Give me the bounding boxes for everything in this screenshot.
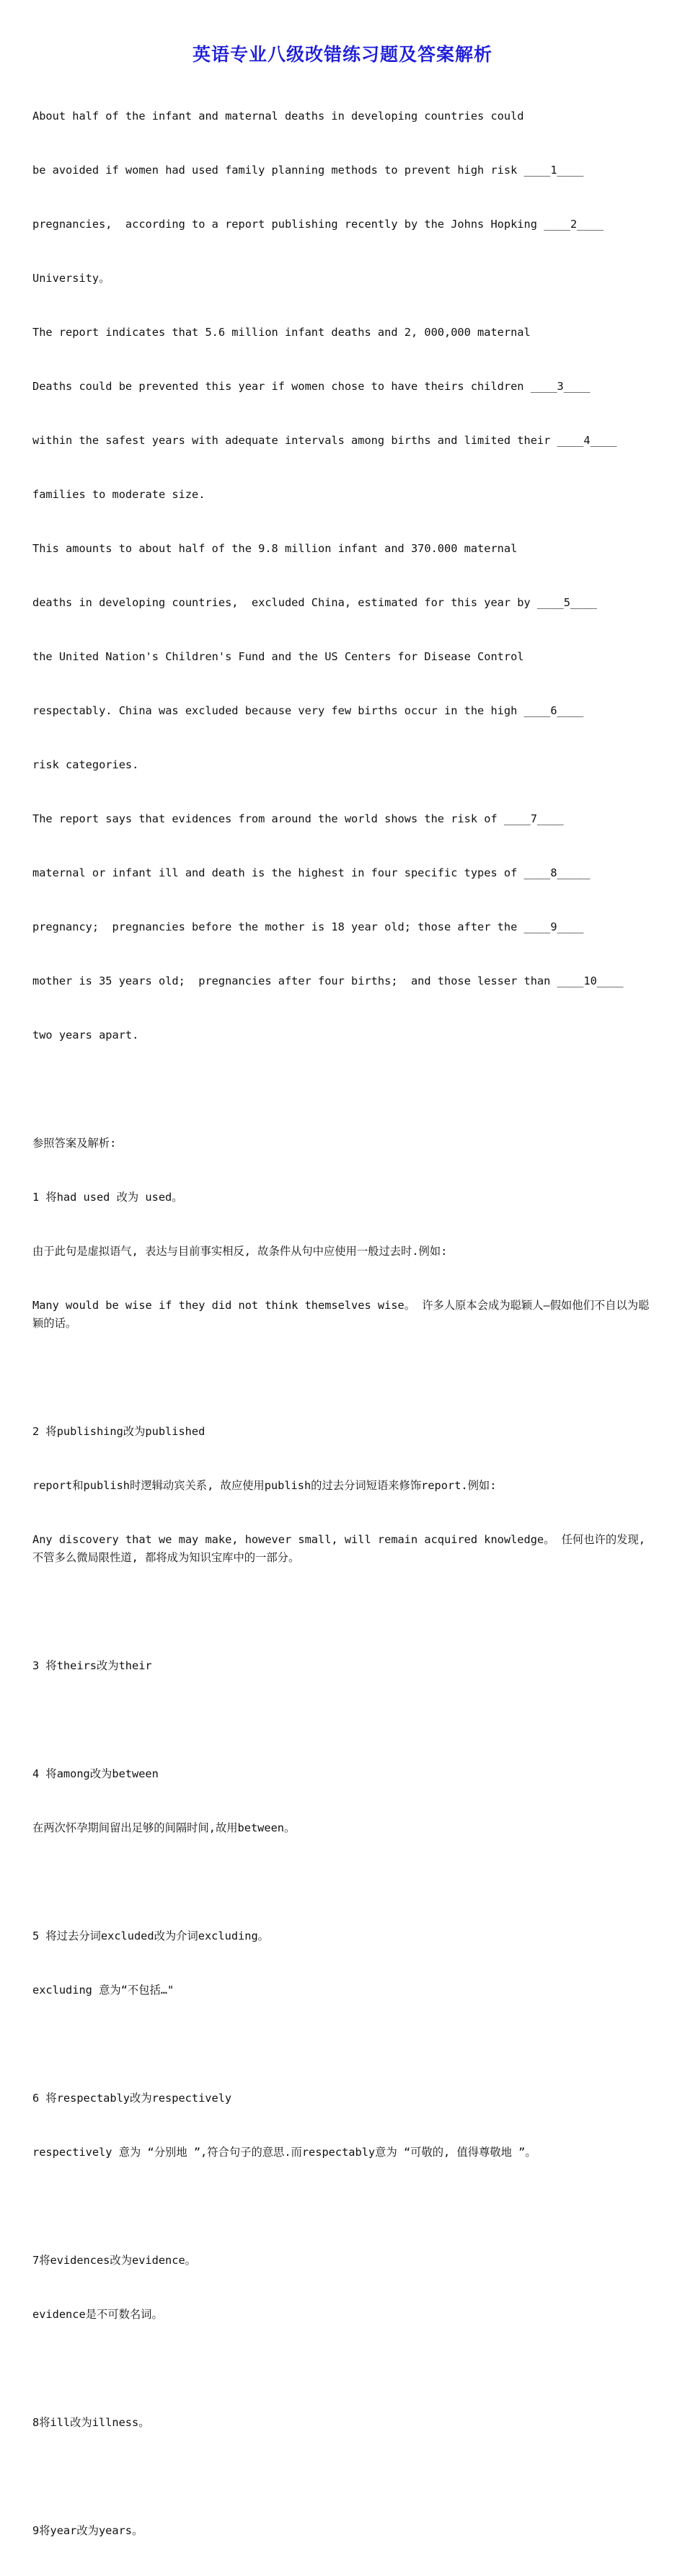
- answer-line: report和publish时逻辑动宾关系, 故应使用publish的过去分词短语来修饰report.例如:: [32, 1479, 497, 1492]
- answer-line: Any discovery that we may make, however small, will remain acquired knowledge。 任何也许的发现, 不管多么微局限性道, 都将成为知识宝库中的一部分。: [32, 1533, 645, 1564]
- answer-line: 7将evidences改为evidence。: [32, 2254, 196, 2267]
- passage-line: The report indicates that 5.6 million infant deaths and 2, 000,000 maternal: [32, 326, 531, 339]
- answer-line: [32, 2198, 660, 2216]
- passage-line: pregnancies, according to a report publishing recently by the Johns Hopking ____2____: [32, 218, 604, 231]
- passage-line: be avoided if women had used family planning methods to prevent high risk ____1____: [32, 164, 584, 177]
- answer-line: 4 将among改为between: [32, 1767, 159, 1780]
- passage-line: This amounts to about half of the 9.8 million infant and 370.000 maternal: [32, 542, 518, 555]
- answer-line: 3 将theirs改为their: [32, 1659, 152, 1672]
- passage-line: pregnancy; pregnancies before the mother is 18 year old; those after the ____9____: [32, 920, 584, 933]
- passage-line: University。: [32, 272, 110, 285]
- passage-line: families to moderate size.: [32, 488, 206, 501]
- passage-line: mother is 35 years old; pregnancies after four births; and those lesser than ____10____: [32, 974, 624, 987]
- answer-line: 1 将had used 改为 used。: [32, 1191, 183, 1204]
- answer-line: 8将ill改为illness。: [32, 2416, 150, 2429]
- answer-line: 9将year改为years。: [32, 2524, 143, 2537]
- answer-line: [32, 2360, 660, 2378]
- passage-line: the United Nation's Children's Fund and the US Centers for Disease Control: [32, 650, 524, 663]
- answer-line: 5 将过去分词excluded改为介词excluding。: [32, 1929, 269, 1942]
- passage-line: respectably. China was excluded because very few births occur in the high ____6____: [32, 704, 584, 717]
- passage-line: Deaths could be prevented this year if women chose to have theirs children ____3____: [32, 380, 591, 393]
- passage-line: two years apart.: [32, 1029, 139, 1041]
- passage-line: maternal or infant ill and death is the highest in four specific types of ____8_____: [32, 866, 591, 879]
- passage-line: within the safest years with adequate intervals among births and limited their ____4____: [32, 434, 617, 447]
- passage-line: deaths in developing countries, excluded China, estimated for this year by ____5____: [32, 596, 597, 609]
- answer-line: respectively 意为 “分别地 ”,符合句子的意思.而respectably意为 “可敬的, 值得尊敬地 ”。: [32, 2146, 536, 2159]
- passage-text: [32, 71, 660, 2576]
- answer-line: evidence是不可数名词。: [32, 2308, 163, 2321]
- passage-line: About half of the infant and maternal deaths in developing countries could: [32, 110, 524, 123]
- answer-line: 由于此句是虚拟语气, 表达与目前事实相反, 故条件从句中应使用一般过去时.例如:: [32, 1245, 448, 1258]
- answer-line: 2 将publishing改为published: [32, 1425, 206, 1438]
- answer-line: [32, 1873, 660, 1891]
- answer-line: [32, 2035, 660, 2053]
- answer-line: [32, 1603, 660, 1621]
- passage-line: risk categories.: [32, 758, 139, 771]
- answer-line: [32, 2468, 660, 2486]
- answers-heading: 参照答案及解析:: [32, 1137, 117, 1150]
- answer-line: 6 将respectably改为respectively: [32, 2092, 232, 2105]
- blank-line: [32, 1080, 660, 1098]
- answer-line: [32, 1369, 660, 1387]
- answer-line: excluding 意为“不包括…": [32, 1984, 174, 1997]
- answer-line: 在两次怀孕期间留出足够的间隔时间,故用between。: [32, 1821, 296, 1834]
- answer-line: [32, 1711, 660, 1729]
- answer-line: Many would be wise if they did not think themselves wise。 许多人原本会成为聪颖人—假如他们不自以为聪颖的话。: [32, 1299, 650, 1330]
- page-title: 英语专业八级改错练习题及答案解析: [192, 44, 492, 65]
- passage-line: The report says that evidences from around the world shows the risk of ____7____: [32, 812, 564, 825]
